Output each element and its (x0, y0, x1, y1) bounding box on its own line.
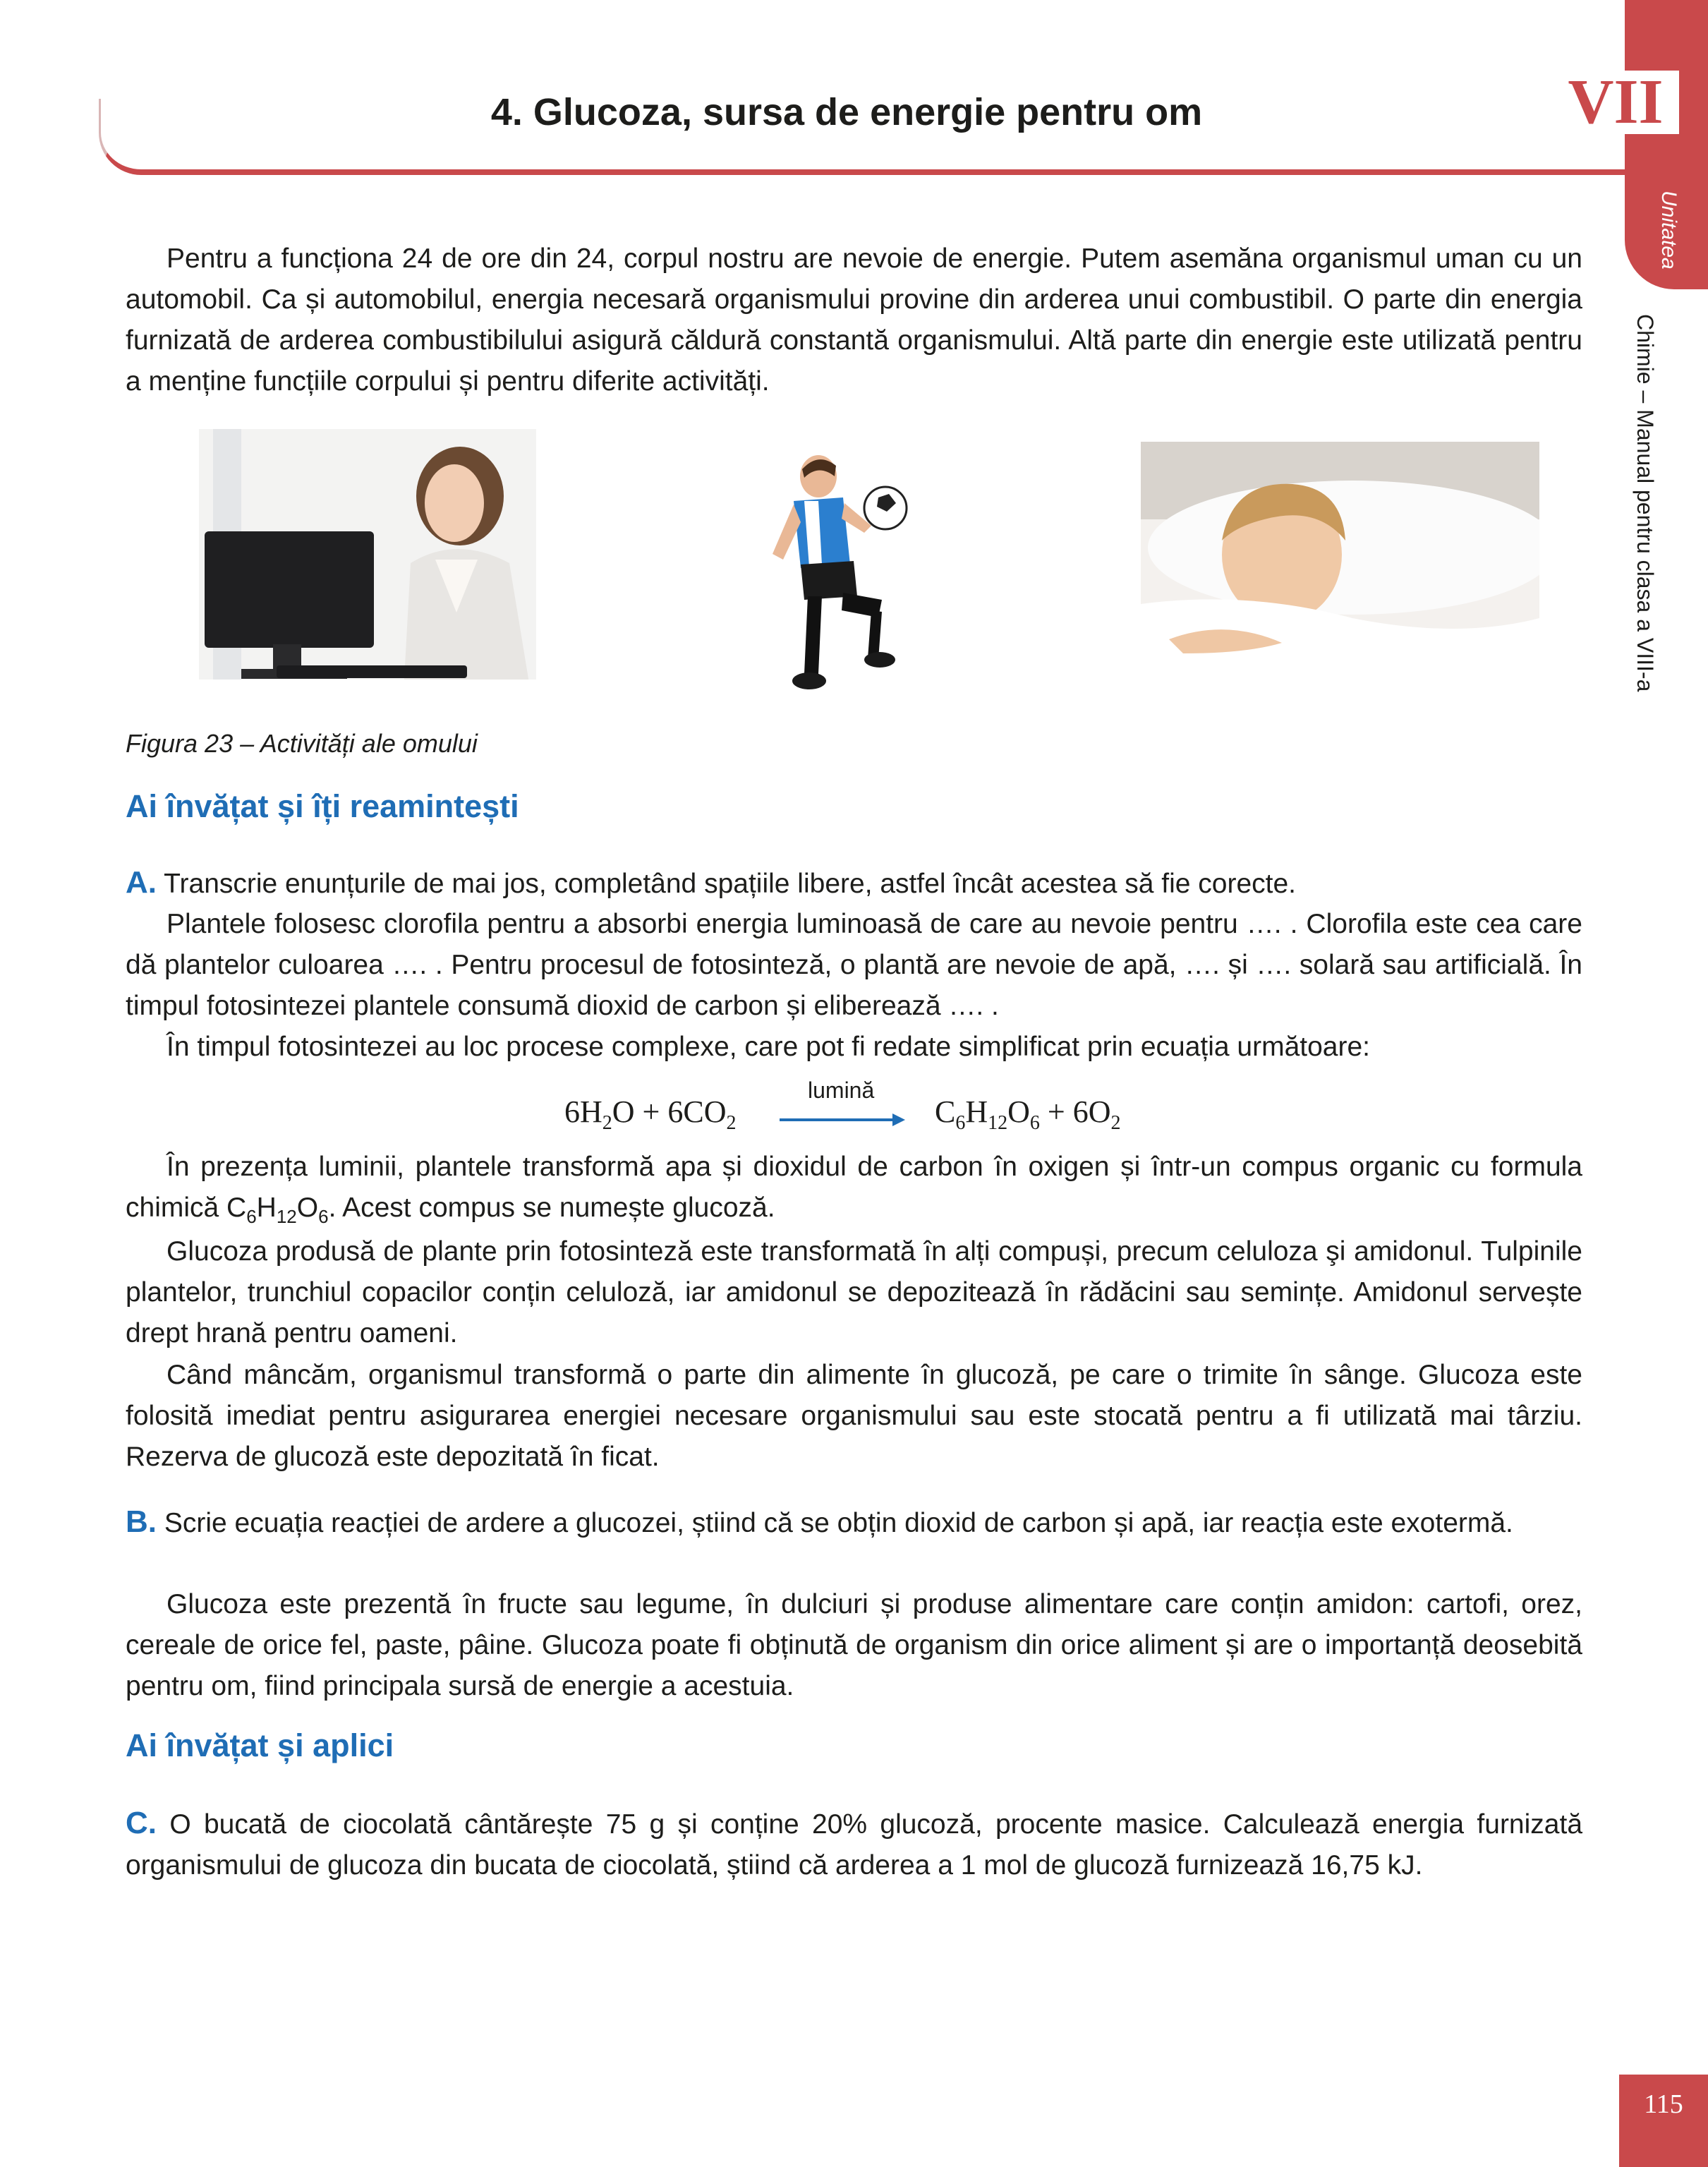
task-a-paragraph-5: Glucoza produsă de plante prin fotosinteză este transformată în alți compuși, precum celuloza şi amidonul. Tulpinile plantelor, trunchiul copacilor conțin celuloză, iar amidonul se depozitează în rădăcini sau semințe. Amidonul servește drept hrană pentru oameni. (126, 1236, 1582, 1348)
task-b-paragraph-2: Glucoza este prezentă în fructe sau legume, în dulciuri și produse alimentare care conțin amidon: cartofi, orez, cereale de orice fel, paste, pâine. Glucoza poate fi obținută de organism din orice aliment și are o importanță deosebită pentru om, fiind principala sursă de energie a acestuia. (126, 1589, 1582, 1701)
task-c-letter: C. (126, 1806, 157, 1840)
section-heading-recall: Ai învățat și îți reamintești (126, 788, 519, 824)
task-c (126, 1803, 1582, 1886)
task-a-paragraph-3: În timpul fotosintezei au loc procese complexe, care pot fi redate simplificat prin ecuația următoare: (166, 1032, 1371, 1062)
paragraph-4-start: În prezența luminii, plantele transformă apa și dioxidul de carbon în oxigen și într-un compus organic cu formula chimică C (126, 1152, 1582, 1223)
section-heading-apply: Ai învățat și aplici (126, 1727, 394, 1763)
photosynthesis-equation (564, 1078, 1199, 1140)
soccer-player-image (765, 448, 931, 709)
task-c-text: O bucată de ciocolată cântărește 75 g și conține 20% glucoză, procente masice. Calculează energia furnizată organismului de glucoza din bucata de ciocolată, știind că arderea a 1 mol de glucoză furnizează 16,75 kJ. (126, 1809, 1583, 1881)
equation-arrow-icon (780, 1111, 907, 1128)
equation-reactants: $6H_2O + 6CO_2$ (564, 1094, 737, 1134)
equation-condition: lumină (808, 1078, 875, 1103)
task-a-paragraph-2: Plantele folosesc clorofila pentru a absorbi energia luminoasă de care au nevoie pentru …. . Clorofila este cea care dă plantelor culoarea …. . Pentru procesul de fotosinteză, o plantă are nevoie de apă, …. și …. solară sau artificială. În timpul fotosintezei plantele consumă dioxid de carbon și eliberează …. . (126, 909, 1582, 1021)
unit-number: VII (1552, 71, 1679, 134)
task-a-letter: A. (126, 865, 157, 900)
task-a-line1: Transcrie enunțurile de mai jos, completând spațiile libere, astfel încât acestea să fie corecte. (164, 869, 1297, 899)
unit-label: Unitatea (1657, 191, 1680, 270)
task-b-letter: B. (126, 1504, 157, 1539)
intro-paragraph: Pentru a funcționa 24 de ore din 24, corpul nostru are nevoie de energie. Putem asemăna organismul uman cu un automobil. Ca și automobilul, energia necesară organismului provine din arderea unui combustibil. O parte din energia furnizată de arderea combustibilului asigură căldură constantă organismului. Altă parte din energie este utilizată pentru a menține funcțiile corpului și pentru diferite activități. (126, 243, 1582, 397)
task-a-paragraph-6: Când mâncăm, organismul transformă o parte din alimente în glucoză, pe care o trimite în sânge. Glucoza este folosită imediat pentru asigurarea energiei necesare organismului sau este stocată pentru a fi utilizată mai târziu. Rezerva de glucoză este depozitată în ficat. (126, 1360, 1582, 1472)
task-b-text: Scrie ecuația reacției de ardere a glucozei, știind că se obțin dioxid de carbon și apă, iar reacția este exotermă. (164, 1508, 1513, 1538)
office-worker-image (199, 429, 536, 692)
sleeping-child-image (1141, 442, 1539, 704)
task-a-intro (126, 862, 1582, 905)
unit-label-box (1623, 176, 1707, 282)
book-side-title: Chimie – Manual pentru clasa a VIII-a (1633, 314, 1658, 692)
task-b (126, 1502, 1582, 1544)
page-title: 4. Glucoza, sursa de energie pentru om (490, 91, 1203, 133)
paragraph-4-end: . Acest compus se numește glucoză. (328, 1193, 775, 1223)
equation-products: $C_6H_{12}O_6 + 6O_2$ (935, 1094, 1121, 1134)
page-number: 115 (1644, 2089, 1683, 2119)
figure-caption: Figura 23 – Activități ale omului (126, 729, 478, 758)
task-a-paragraph-4: În prezența luminii, plantele transformă apa și dioxidul de carbon în oxigen și într-un compus organic cu formula chimică $C_6H_{12}O_6$. Acest compus se numește glucoză. (126, 1152, 1582, 1227)
